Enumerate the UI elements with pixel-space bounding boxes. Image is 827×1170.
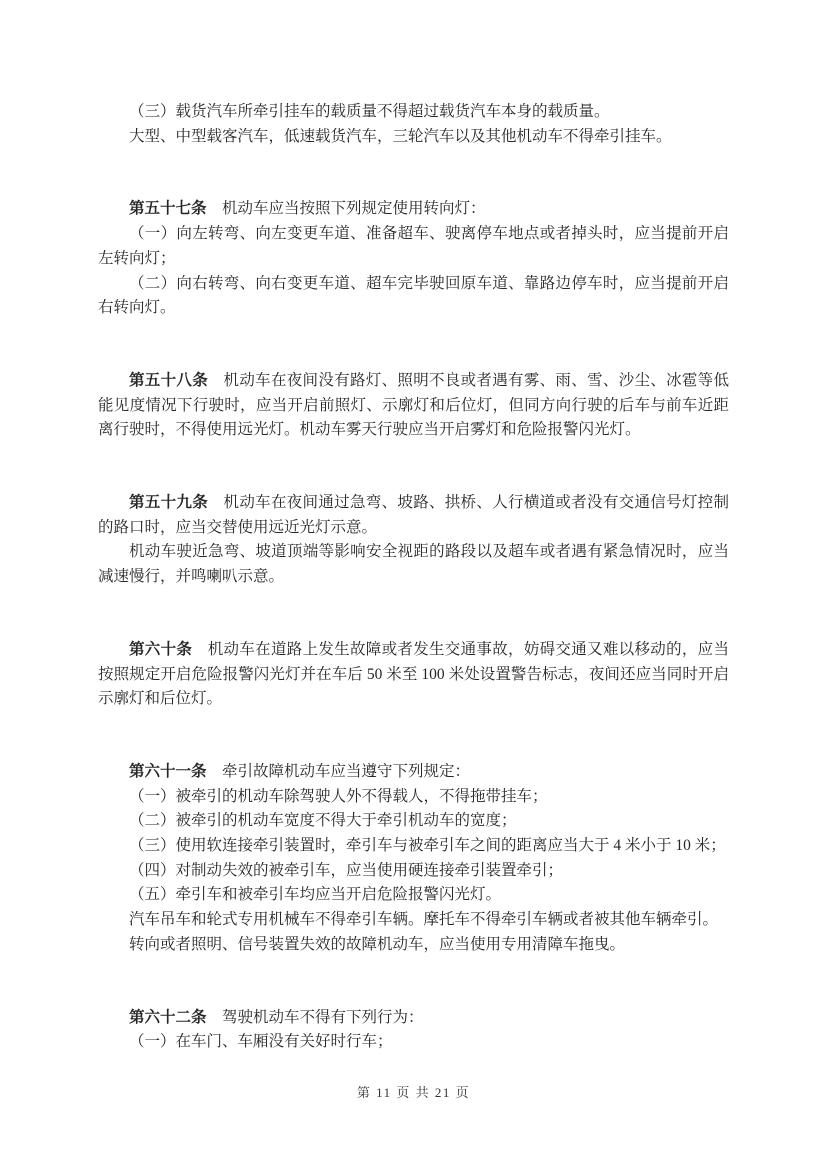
paragraph-text: （二）被牵引的机动车宽度不得大于牵引机动车的宽度； <box>129 812 517 830</box>
paragraph <box>98 785 729 810</box>
paragraph <box>98 908 729 933</box>
article-text: 机动车在夜间没有路灯、照明不良或者遇有雾、雨、雪、沙尘、冰雹等低能见度情况下行驶时，应当开启前照灯、示廓灯和后位灯，但同方向行驶的后车与前车近距离行驶时，不得使用远光灯。机动车雾天行驶应当开启雾灯和危险报警闪光灯。 <box>98 371 729 439</box>
paragraph <box>98 809 729 834</box>
article-text: 机动车在道路上发生故障或者发生交通事故，妨碍交通又难以移动的，应当按照规定开启危险报警闪光灯并在车后 50 米至 100 米处设置警告标志，夜间还应当同时开启示廓灯和后位灯。 <box>98 640 729 708</box>
article-number: 第六十一条 <box>129 762 207 780</box>
article-text: 机动车在夜间通过急弯、坡路、拱桥、人行横道或者没有交通信号灯控制的路口时，应当交替使用远近光灯示意。 <box>98 494 729 536</box>
paragraph <box>98 540 729 589</box>
page-number-label: 第 11 页 共 21 页 <box>356 1085 471 1100</box>
page-footer <box>0 1082 827 1101</box>
article-section <box>98 197 729 321</box>
article-number: 第六十条 <box>129 640 193 658</box>
paragraph-text: （一）向左转弯、向左变更车道、准备超车、驶离停车地点或者掉头时，应当提前开启左转向灯； <box>98 225 729 267</box>
paragraph <box>98 222 729 271</box>
paragraph <box>98 1006 729 1031</box>
article-text: 牵引故障机动车应当遵守下列规定： <box>222 762 471 780</box>
article-section <box>98 100 729 149</box>
paragraph <box>98 1030 729 1055</box>
paragraph <box>98 933 729 958</box>
paragraph-text: （三）使用软连接牵引装置时，牵引车与被牵引车之间的距离应当大于 4 米小于 10 米； <box>129 837 726 855</box>
article-number: 第五十七条 <box>129 200 207 218</box>
paragraph <box>98 834 729 859</box>
paragraph-text: （三）载货汽车所牵引挂车的载质量不得超过载货汽车本身的载质量。 <box>129 103 610 120</box>
article-text: 驾驶机动车不得有下列行为： <box>222 1008 424 1026</box>
document-content <box>98 100 729 1055</box>
paragraph-text: （二）向右转弯、向右变更车道、超车完毕驶回原车道、靠路边停车时，应当提前开启右转向灯。 <box>98 274 729 317</box>
article-section <box>98 369 729 443</box>
paragraph <box>98 125 729 150</box>
article-section <box>98 760 729 958</box>
paragraph-text: 大型、中型载客汽车，低速载货汽车，三轮汽车以及其他机动车不得牵引挂车。 <box>129 127 672 145</box>
paragraph-text: 转向或者照明、信号装置失效的故障机动车，应当使用专用清障车拖曳。 <box>129 935 626 953</box>
paragraph-text: （五）牵引车和被牵引车均应当开启危险报警闪光灯。 <box>129 886 502 904</box>
paragraph-text: 机动车驶近急弯、坡道顶端等影响安全视距的路段以及超车或者遇有紧急情况时，应当减速慢行，并鸣喇叭示意。 <box>98 543 729 586</box>
paragraph <box>98 272 729 321</box>
article-number: 第六十二条 <box>129 1008 207 1026</box>
paragraph <box>98 100 729 125</box>
article-number: 第五十九条 <box>129 494 209 512</box>
paragraph <box>98 859 729 884</box>
paragraph <box>98 197 729 222</box>
article-number: 第五十八条 <box>129 371 209 389</box>
article-text: 机动车应当按照下列规定使用转向灯： <box>222 200 486 218</box>
paragraph-text: （一）被牵引的机动车除驾驶人外不得载人，不得拖带挂车； <box>129 787 548 805</box>
paragraph-text: （一）在车门、车厢没有关好时行车； <box>129 1033 393 1051</box>
paragraph <box>98 760 729 785</box>
article-section <box>98 638 729 712</box>
paragraph-text: （四）对制动失效的被牵引车，应当使用硬连接牵引装置牵引； <box>129 861 564 879</box>
paragraph <box>98 369 729 443</box>
article-section <box>98 491 729 590</box>
paragraph <box>98 638 729 712</box>
paragraph-text: 汽车吊车和轮式专用机械车不得牵引车辆。摩托车不得牵引车辆或者被其他车辆牵引。 <box>129 911 719 929</box>
paragraph <box>98 883 729 908</box>
article-section <box>98 1006 729 1055</box>
paragraph <box>98 491 729 540</box>
